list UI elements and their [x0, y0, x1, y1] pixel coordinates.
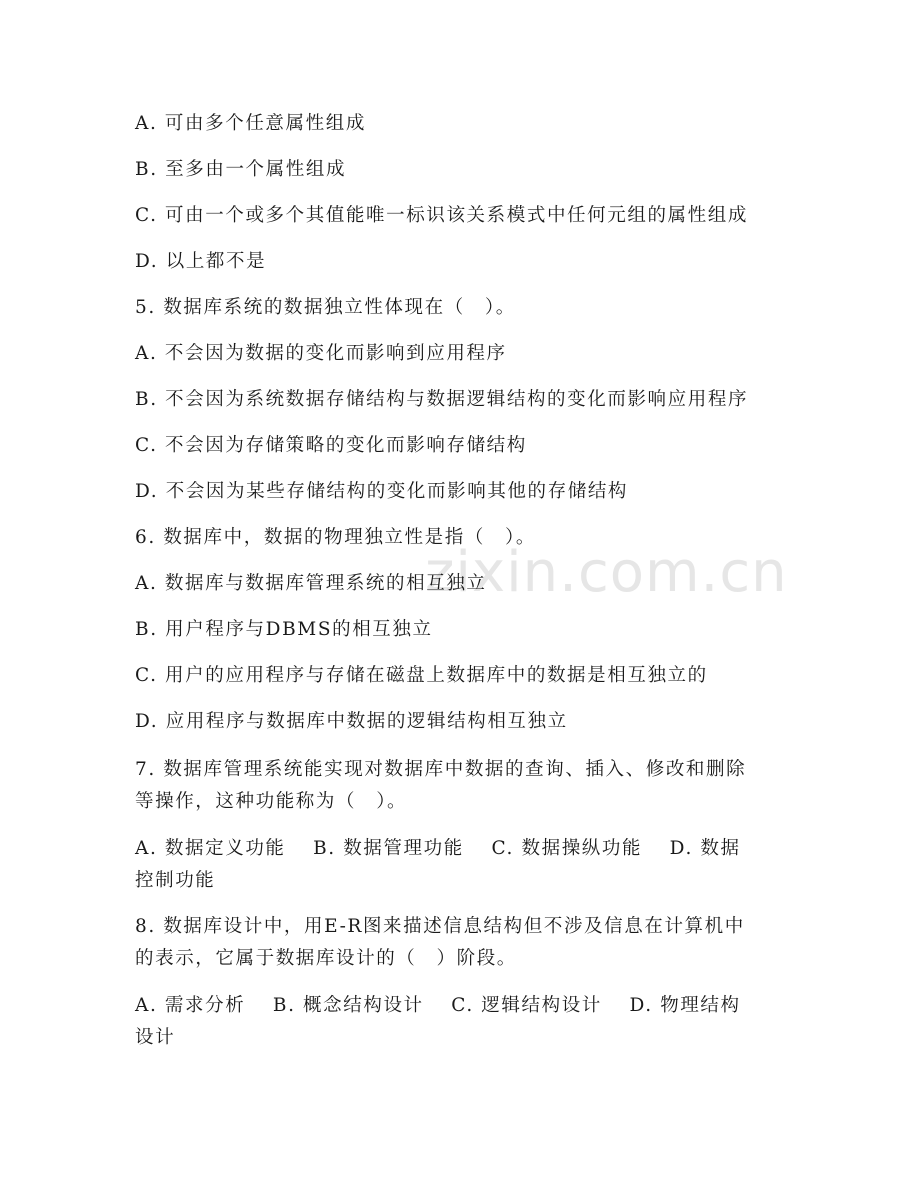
question-8-line-1: 8. 数据库设计中，用E-R图来描述信息结构但不涉及信息在计算机中	[135, 916, 745, 937]
option-6d: D. 应用程序与数据库中数据的逻辑结构相互独立	[135, 711, 568, 732]
question-8-line-2: 的表示，它属于数据库设计的（ ）阶段。	[135, 948, 517, 969]
option-4c: C. 可由一个或多个其值能唯一标识该关系模式中任何元组的属性组成	[135, 205, 748, 226]
option-5a: A. 不会因为数据的变化而影响到应用程序	[135, 343, 507, 364]
option-6b: B. 用户程序与DBMS的相互独立	[135, 619, 433, 640]
options-8-line-2: 设计	[135, 1027, 176, 1048]
option-5d: D. 不会因为某些存储结构的变化而影响其他的存储结构	[135, 481, 629, 502]
options-7-line-2: 控制功能	[135, 870, 216, 891]
options-7-line-1: A. 数据定义功能 B. 数据管理功能 C. 数据操纵功能 D. 数据	[135, 838, 741, 859]
option-4a: A. 可由多个任意属性组成	[135, 113, 366, 134]
options-8-line-1: A. 需求分析 B. 概念结构设计 C. 逻辑结构设计 D. 物理结构	[135, 995, 741, 1016]
question-7-line-1: 7. 数据库管理系统能实现对数据库中数据的查询、插入、修改和删除	[135, 759, 747, 780]
option-4d: D. 以上都不是	[135, 251, 267, 272]
option-5b: B. 不会因为系统数据存储结构与数据逻辑结构的变化而影响应用程序	[135, 389, 749, 410]
watermark: zixin.com.cn	[425, 540, 788, 605]
option-4b: B. 至多由一个属性组成	[135, 159, 347, 180]
option-6c: C. 用户的应用程序与存储在磁盘上数据库中的数据是相互独立的	[135, 665, 708, 686]
option-5c: C. 不会因为存储策略的变化而影响存储结构	[135, 435, 527, 456]
option-6a: A. 数据库与数据库管理系统的相互独立	[135, 573, 487, 594]
question-5: 5. 数据库系统的数据独立性体现在（ ）。	[135, 297, 516, 318]
question-6: 6. 数据库中，数据的物理独立性是指（ ）。	[135, 527, 536, 548]
question-7-line-2: 等操作，这种功能称为（ ）。	[135, 791, 408, 812]
